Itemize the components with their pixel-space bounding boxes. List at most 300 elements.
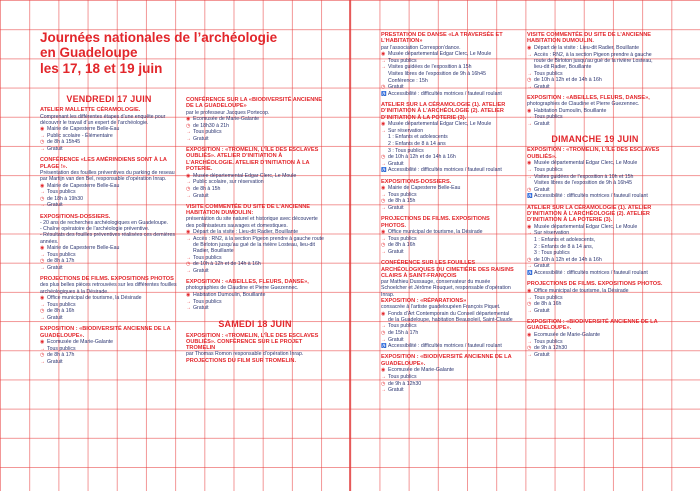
event-detail-row: [527, 108, 663, 114]
event-detail-row: [527, 167, 663, 173]
event-detail-text: Sur réservation: [534, 230, 570, 237]
event-detail-row: [186, 116, 324, 122]
location-pin-icon: ◉: [381, 229, 386, 236]
event-detail-text: Ecomusée de Marie-Galante: [47, 339, 114, 346]
clock-icon: ◷: [40, 139, 45, 146]
event-title: ATELIER MALLETTE CÉRAMOLOGIE.: [40, 107, 141, 114]
event-detail-row: [381, 330, 515, 336]
event-description: photographies de Claudine et Pierre Guezennec.: [186, 285, 299, 292]
event-detail-text: Gratuit: [47, 264, 63, 271]
arrow-right-icon: →: [186, 179, 191, 186]
event-detail-text: Tous publics: [388, 191, 417, 198]
arrow-right-icon: →: [40, 358, 45, 365]
arrow-right-icon: →: [40, 345, 45, 352]
event-block: [186, 147, 324, 199]
event-detail-row: [527, 301, 663, 307]
event-detail-row: [186, 229, 324, 235]
event-detail-row: [527, 52, 663, 71]
event-title: EXPOSITION : «TROMELIN, L’ÎLE DES ESCLAVES OUBLIÉS». ATELIER D’INITIATION À L’ARCHÉOLOGIE. ATELIER D’INITIATION À LA POTERIE.: [186, 147, 319, 173]
arrow-right-icon: →: [40, 264, 45, 271]
location-pin-icon: ◉: [527, 287, 532, 294]
arrow-right-icon: →: [186, 135, 191, 142]
event-detail-row: [40, 245, 178, 251]
arrow-right-icon: →: [40, 301, 45, 308]
wheelchair-icon: ♿: [381, 167, 387, 173]
clock-icon: ◷: [381, 380, 386, 387]
arrow-right-icon: →: [40, 202, 45, 209]
event-detail-text: Ecomusée de Marie-Galante: [534, 331, 601, 338]
event-detail-row: [40, 302, 178, 308]
clock-icon: ◷: [381, 84, 386, 91]
event-detail-row: [381, 134, 515, 140]
clock-icon: ◷: [381, 198, 386, 205]
event-description: présentation du site naturel et historique avec découverte des pollinisateurs sauvages et domestiques.: [186, 216, 318, 229]
event-title: PROJECTIONS DE FILMS. EXPOSITIONS PHOTOS: [40, 276, 174, 283]
event-detail-text: Gratuit: [193, 192, 209, 199]
event-title: EXPOSITIONS-DOSSIERS.: [40, 213, 111, 220]
arrow-right-icon: →: [186, 235, 191, 242]
event-detail-text: Accessibilité : difficultés motrices / fauteuil roulant: [534, 270, 648, 277]
event-description: par Mathieu Dussauge, conservateur du musée Schoelcher et Jérôme Rouquet, responsable d’opération Inrap.: [381, 279, 511, 298]
event-detail-text: Ecomusée de Marie-Galante: [193, 116, 260, 123]
event-description: - 20 ans de recherches archéologiques en Guadeloupe. - Chaîne opératoire de l’archéologie préventive. - Résultats des fouilles préventives réalisées ces dernières années.: [40, 219, 175, 245]
event-detail-row: [527, 160, 663, 166]
event-detail-row: [527, 352, 663, 358]
event-title: EXPOSITIONS-DOSSIERS.: [381, 178, 452, 185]
event-detail-row: [40, 183, 178, 189]
event-title-secondary: PROJECTIONS DU FILM SUR TROMELIN.: [186, 357, 297, 364]
event-detail-row: [381, 242, 515, 248]
event-detail-text: de 18h30 à 21h: [193, 122, 230, 129]
event-list: [40, 107, 178, 365]
event-detail-text: Visites libres de l’exposition de 9h à 16h45: [388, 70, 486, 77]
event-block: [381, 354, 515, 393]
column-3: [381, 32, 515, 393]
event-list: [186, 97, 324, 311]
event-title: ATELIER SUR LA CÉRAMOLOGIE (1). ATELIER D’INITIATION À L’ARCHÉOLOGIE (2). ATELIER D’INITIATION À LA POTERIE (3).: [527, 204, 652, 224]
event-description: par le professeur Jacques Portecop.: [186, 109, 270, 116]
event-detail-row: [381, 236, 515, 242]
arrow-right-icon: →: [381, 191, 386, 198]
event-title: VISITE COMMENTÉE DU SITE DE L’ANCIENNE HABITATION DUMOULIN:: [186, 203, 311, 217]
clock-icon: ◷: [527, 301, 532, 308]
event-detail-text: Tous publics: [388, 57, 417, 64]
arrow-right-icon: →: [527, 263, 532, 270]
event-block: [40, 326, 178, 365]
event-detail-text: Mairie de Capesterre Belle-Eau: [388, 185, 461, 192]
event-detail-row: [186, 129, 324, 135]
event-detail-text: Tous publics: [47, 301, 76, 308]
event-detail-row: [381, 161, 515, 167]
event-detail-text: Accessibilité : difficultés motrices / fauteuil roulant: [388, 167, 502, 174]
event-detail-text: Tous publics: [534, 294, 563, 301]
location-pin-icon: ◉: [40, 182, 45, 189]
event-detail-row: [40, 346, 178, 352]
event-detail-text: Gratuit: [47, 358, 63, 365]
event-detail-text: Mairie de Capesterre Belle-Eau: [47, 182, 120, 189]
event-description: par Thomas Romon responsable d’opération Inrap.: [186, 351, 304, 358]
arrow-right-icon: →: [527, 230, 532, 237]
event-title: CONFÉRENCE SUR LA «BIODIVERSITÉ ANCIENNE DE LA GUADELOUPE»: [186, 97, 323, 110]
clock-icon: ◷: [527, 256, 532, 263]
event-detail-text: de 9h à 12h30: [388, 380, 422, 387]
location-pin-icon: ◉: [186, 172, 191, 179]
event-detail-text: Gratuit: [193, 135, 209, 142]
event-detail-row: [381, 343, 515, 349]
event-detail-text: Musée départemental Edgar Clerc, Le Moule: [534, 160, 638, 167]
event-detail-row: [381, 167, 515, 173]
arrow-right-icon: →: [186, 254, 191, 261]
event-detail-text: de 8h à 17h: [47, 258, 75, 265]
event-detail-text: 3 : Tous publics: [534, 250, 570, 257]
event-detail-text: Départ de la visite : Lieu-dit Radier, Bouillante: [193, 229, 298, 236]
event-detail-text: Tous publics: [388, 373, 417, 380]
event-detail-text: de 8h à 15h: [193, 185, 221, 192]
event-block: [40, 276, 178, 321]
arrow-right-icon: →: [527, 121, 532, 128]
event-detail-text: Public scolaire, sur réservation: [193, 179, 264, 186]
event-detail-text: de 9h à 12h30: [534, 345, 568, 352]
event-detail-text: Gratuit: [47, 315, 63, 322]
arrow-right-icon: →: [527, 167, 532, 174]
event-detail-text: Gratuit: [47, 146, 63, 153]
event-title: EXPOSITION : «BIODIVERSITÉ ANCIENNE DE LA GUADELOUPE».: [527, 318, 658, 332]
location-pin-icon: ◉: [527, 107, 532, 114]
event-block: [40, 107, 178, 152]
event-detail-text: Accès : RN2, à la section Pigeon prendre à gauche route de Birloton jusqu’au gué de la rivière Losteau, lieu-dit Radier, Bouillante: [193, 235, 324, 255]
event-detail-text: Gratuit: [388, 387, 404, 394]
event-detail-row: [40, 139, 178, 145]
location-pin-icon: ◉: [40, 126, 45, 133]
event-title: PROJECTIONS DE FILMS. EXPOSITIONS PHOTOS.: [381, 216, 490, 229]
arrow-right-icon: →: [381, 387, 386, 394]
event-detail-row: [527, 224, 663, 230]
event-list: [186, 333, 324, 364]
event-detail-row: [527, 270, 663, 276]
arrow-right-icon: →: [527, 307, 532, 314]
event-detail-row: [527, 257, 663, 263]
event-detail-text: Musée départemental Edgar Clerc, Le Moule: [388, 51, 492, 58]
page-title: [40, 30, 280, 76]
event-detail-text: 2 : Enfants de 8 à 14 ans,: [534, 243, 594, 250]
event-title: EXPOSITION : «TROMELIN, L’ÎLE DES ESCLAVES OUBLIÉS». CONFÉRENCE SUR LE PROJET TROMELIN: [186, 332, 319, 352]
event-detail-text: Gratuit: [193, 267, 209, 274]
event-detail-row: [527, 250, 663, 256]
event-detail-row: [186, 261, 324, 267]
event-block: [40, 214, 178, 271]
event-detail-row: [527, 180, 663, 186]
arrow-right-icon: →: [186, 298, 191, 305]
event-title: CONFÉRENCE SUR LES FOUILLES ARCHÉOLOGIQUES DU CIMETIÈRE DES RAISINS CLAIRS À SAINT-FRANÇOIS: [381, 260, 514, 279]
event-detail-row: [381, 71, 515, 77]
event-detail-row: [381, 58, 515, 64]
event-detail-row: [381, 141, 515, 147]
event-detail-text: Mairie de Capesterre Belle-Eau: [47, 126, 120, 133]
event-detail-row: [527, 193, 663, 199]
event-detail-text: Gratuit: [534, 351, 550, 358]
event-detail-row: [381, 148, 515, 154]
clock-icon: ◷: [381, 154, 386, 161]
clock-icon: ◷: [186, 261, 191, 268]
event-detail-row: [527, 345, 663, 351]
event-detail-text: Visites guidées de l’exposition à 10h et 15h: [534, 173, 634, 180]
event-title-secondary: EXPOSITION : «RÉPARATIONS»: [381, 297, 467, 304]
event-detail-text: Musée départemental Edgar Clerc, Le Moule: [388, 121, 492, 128]
location-pin-icon: ◉: [381, 121, 386, 128]
arrow-right-icon: →: [527, 173, 532, 180]
arrow-right-icon: →: [40, 251, 45, 258]
event-title: PRESTATION DE DANSE «LA TRAVERSÉE ET L’HABITATION»: [381, 32, 503, 45]
title-dates: les 17, 18 et 19 juin: [40, 61, 163, 76]
event-detail-row: [381, 84, 515, 90]
event-detail-row: [527, 45, 663, 51]
event-block: [527, 147, 663, 199]
event-detail-row: [381, 337, 515, 343]
event-detail-row: [381, 311, 515, 323]
event-detail-text: Public scolaire - Élémentaire: [47, 132, 113, 139]
event-detail-text: Tous publics: [388, 323, 417, 330]
event-detail-row: [527, 308, 663, 314]
event-detail-row: [40, 339, 178, 345]
wheelchair-icon: ♿: [381, 90, 387, 96]
event-list: [527, 32, 663, 127]
event-detail-row: [527, 187, 663, 193]
arrow-right-icon: →: [527, 83, 532, 90]
arrow-right-icon: →: [527, 51, 532, 58]
event-description: Comprenant les différentes étapes d’une enquête pour découvrir le travail d’un expert de l’archéologie.: [40, 113, 166, 126]
event-detail-row: [527, 295, 663, 301]
clock-icon: ◷: [381, 330, 386, 337]
event-detail-text: Accès : RN2, à la section Pigeon prendre à gauche route de Birloton jusqu’au gué de la rivière Losteau, lieu-dit Radier, Bouillante: [534, 51, 653, 70]
event-detail-text: Tous publics: [193, 254, 222, 261]
event-detail-text: Tous publics: [193, 298, 222, 305]
event-detail-row: [527, 84, 663, 90]
event-description: photographies de Claudine et Pierre Guezennec.: [527, 101, 640, 108]
event-detail-row: [381, 128, 515, 134]
event-detail-row: [186, 255, 324, 261]
event-detail-text: Musée départemental Edgar Clerc, Le Moule: [534, 223, 638, 230]
event-detail-row: [40, 359, 178, 365]
event-list: [381, 32, 515, 393]
event-detail-row: [527, 114, 663, 120]
location-pin-icon: ◉: [527, 223, 532, 230]
arrow-right-icon: →: [527, 114, 532, 121]
event-detail-text: Tous publics: [534, 167, 563, 174]
arrow-right-icon: →: [40, 189, 45, 196]
event-detail-row: [40, 308, 178, 314]
arrow-right-icon: →: [186, 267, 191, 274]
event-list: [527, 147, 663, 357]
event-block: [381, 216, 515, 255]
title-text: Journées nationales de l’archéologie en Guadeloupe: [40, 30, 278, 60]
event-title: EXPOSITION : «ABEILLES, FLEURS, DANSE»,: [186, 279, 309, 286]
arrow-right-icon: →: [40, 132, 45, 139]
day-heading-sunday: DIMANCHE 19 JUIN: [551, 134, 639, 145]
event-detail-text: de 10h à 12h et de 14h à 16h: [388, 154, 456, 161]
event-detail-row: [527, 174, 663, 180]
event-detail-row: [40, 265, 178, 271]
event-block: [186, 279, 324, 311]
event-detail-text: Visites guidées de l’exposition à 15h: [388, 64, 472, 71]
location-pin-icon: ◉: [381, 51, 386, 58]
location-pin-icon: ◉: [186, 229, 191, 236]
location-pin-icon: ◉: [40, 295, 45, 302]
event-detail-row: [527, 230, 663, 236]
event-detail-text: Sur réservation: [388, 127, 424, 134]
event-detail-row: [381, 367, 515, 373]
arrow-right-icon: →: [381, 336, 386, 343]
event-detail-row: [381, 374, 515, 380]
event-detail-row: [381, 381, 515, 387]
location-pin-icon: ◉: [186, 116, 191, 123]
event-detail-text: Départ de la visite : Lieu-dit Radier, Bouillante: [534, 44, 639, 51]
event-block: [381, 179, 515, 212]
event-title: VISITE COMMENTÉE DU SITE DE L’ANCIENNE HABITATION DUMOULIN.: [527, 32, 652, 45]
event-detail-text: Tous publics: [47, 189, 76, 196]
event-detail-text: Visites libres de l’exposition de 9h à 16h45: [534, 180, 632, 187]
arrow-right-icon: →: [527, 70, 532, 77]
event-detail-text: 2 : Enfants de 8 à 14 ans: [388, 141, 446, 148]
event-detail-row: [381, 249, 515, 255]
event-detail-text: Office municipal de tourisme, la Désirade: [388, 229, 483, 236]
event-detail-row: [527, 288, 663, 294]
event-detail-text: de 10h à 12h et de 14h à 16h: [193, 261, 261, 268]
event-detail-row: [186, 268, 324, 274]
event-detail-text: Gratuit: [193, 305, 209, 312]
event-title: CONFÉRENCE «LES AMÉRINDIENS SONT À LA PLAGE !».: [40, 157, 167, 170]
clock-icon: ◷: [527, 186, 532, 193]
event-detail-row: [40, 315, 178, 321]
event-detail-text: Tous publics: [47, 251, 76, 258]
event-detail-text: Accessibilité : difficultés motrices / fauteuil roulant: [388, 343, 502, 350]
event-description: des plus belles pièces retrouvées sur les différentes fouilles archéologiques à la Désirade.: [40, 282, 177, 295]
event-detail-text: Gratuit: [534, 263, 550, 270]
clock-icon: ◷: [527, 77, 532, 84]
event-block: [527, 205, 663, 277]
location-pin-icon: ◉: [40, 339, 45, 346]
clock-icon: ◷: [527, 345, 532, 352]
arrow-right-icon: →: [381, 249, 386, 256]
event-detail-row: [527, 339, 663, 345]
event-detail-row: [527, 244, 663, 250]
location-pin-icon: ◉: [381, 185, 386, 192]
event-detail-text: Tous publics: [193, 129, 222, 136]
event-detail-row: [527, 237, 663, 243]
event-block: [40, 157, 178, 208]
event-detail-row: [527, 332, 663, 338]
arrow-right-icon: →: [381, 64, 386, 71]
event-title: EXPOSITION : «BIODIVERSITÉ ANCIENNE DE LA GUADELOUPE».: [40, 326, 171, 339]
event-detail-text: Tous publics: [388, 235, 417, 242]
event-detail-text: Gratuit: [388, 336, 404, 343]
event-description: Présentation des fouilles préventives du parking de reseau par Martijn van den Bel, responsable d’opération Inrap.: [40, 169, 175, 183]
event-detail-text: 1 : Enfants et adolescents: [388, 134, 448, 141]
event-detail-text: de 10h à 12h et de 14h à 16h: [534, 77, 602, 84]
event-detail-text: Office municipal de tourisme, la Désirade: [47, 295, 142, 302]
event-detail-row: [381, 91, 515, 97]
event-block: [527, 319, 663, 358]
event-detail-text: 3 : Tous publics: [388, 147, 424, 154]
event-detail-row: [186, 305, 324, 311]
event-title: EXPOSITION : «BIODIVERSITÉ ANCIENNE DE LA GUADELOUPE».: [381, 354, 512, 367]
event-detail-row: [40, 295, 178, 301]
event-title: ATELIER SUR LA CÉRAMOLOGIE (1). ATELIER D’INITIATION À L’ARCHÉOLOGIE (2). ATELIER D’INITIATION À LA POTERIE (3).: [381, 101, 506, 121]
event-detail-text: Ecomusée de Marie-Galante: [388, 367, 455, 374]
event-detail-text: Office municipal de tourisme, la Désirade: [534, 287, 629, 294]
arrow-right-icon: →: [40, 315, 45, 322]
arrow-right-icon: →: [527, 351, 532, 358]
event-block: [381, 102, 515, 174]
event-detail-text: Musée départemental Edgar Clerc, Le Moule: [193, 172, 297, 179]
event-detail-row: [527, 121, 663, 127]
event-detail-row: [381, 205, 515, 211]
event-detail-text: Accessibilité : difficultés motrices / fauteuil roulant: [388, 90, 502, 97]
event-detail-row: [186, 236, 324, 255]
event-detail-text: Gratuit: [534, 307, 550, 314]
event-detail-text: Gratuit: [534, 186, 550, 193]
event-detail-text: de 8h à 16h: [388, 242, 416, 249]
event-detail-text: Gratuit: [388, 205, 404, 212]
event-detail-row: [381, 387, 515, 393]
clock-icon: ◷: [40, 195, 45, 202]
clock-icon: ◷: [40, 308, 45, 315]
event-detail-text: Gratuit: [534, 83, 550, 90]
event-detail-row: [40, 133, 178, 139]
event-detail-text: de 8h à 15h45: [47, 139, 81, 146]
event-title: EXPOSITION : «TROMELIN, L’ÎLE DES ESCLAVES OUBLIÉS».: [527, 147, 660, 160]
arrow-right-icon: →: [381, 205, 386, 212]
event-detail-text: de 18h à 19h30: [47, 195, 84, 202]
event-block: [527, 95, 663, 127]
wheelchair-icon: ♿: [527, 270, 533, 276]
event-title: PROJECTIONS DE FILMS. EXPOSITIONS PHOTOS.: [527, 281, 663, 288]
location-pin-icon: ◉: [527, 160, 532, 167]
event-block: [186, 204, 324, 274]
event-detail-row: [40, 258, 178, 264]
event-detail-text: de 8h à 15h: [388, 198, 416, 205]
event-detail-row: [40, 146, 178, 152]
event-block: [186, 97, 324, 142]
clock-icon: ◷: [186, 122, 191, 129]
clock-icon: ◷: [381, 242, 386, 249]
event-title: EXPOSITION : «ABEILLES, FLEURS, DANSE»,: [527, 94, 650, 101]
location-pin-icon: ◉: [381, 310, 386, 317]
clock-icon: ◷: [40, 352, 45, 359]
event-detail-row: [527, 77, 663, 83]
arrow-right-icon: →: [381, 373, 386, 380]
location-pin-icon: ◉: [186, 292, 191, 298]
location-pin-icon: ◉: [527, 44, 532, 51]
event-detail-row: [381, 78, 515, 84]
event-detail-text: Tous publics: [534, 70, 563, 77]
arrow-right-icon: →: [186, 192, 191, 199]
event-detail-row: [527, 71, 663, 77]
event-detail-text: Gratuit: [388, 84, 404, 91]
event-detail-text: Gratuit: [534, 121, 550, 128]
event-block: [527, 32, 663, 90]
location-pin-icon: ◉: [40, 245, 45, 252]
event-detail-row: [381, 51, 515, 57]
wheelchair-icon: ♿: [527, 193, 533, 199]
event-detail-row: [381, 121, 515, 127]
arrow-right-icon: →: [527, 338, 532, 345]
event-detail-row: [186, 173, 324, 179]
event-detail-text: Gratuit: [388, 249, 404, 256]
event-block: [186, 333, 324, 364]
column-1: [40, 96, 178, 365]
event-detail-text: Habitation Dumoulin, Bouillante: [193, 292, 266, 298]
event-detail-text: Tous publics: [534, 338, 563, 345]
